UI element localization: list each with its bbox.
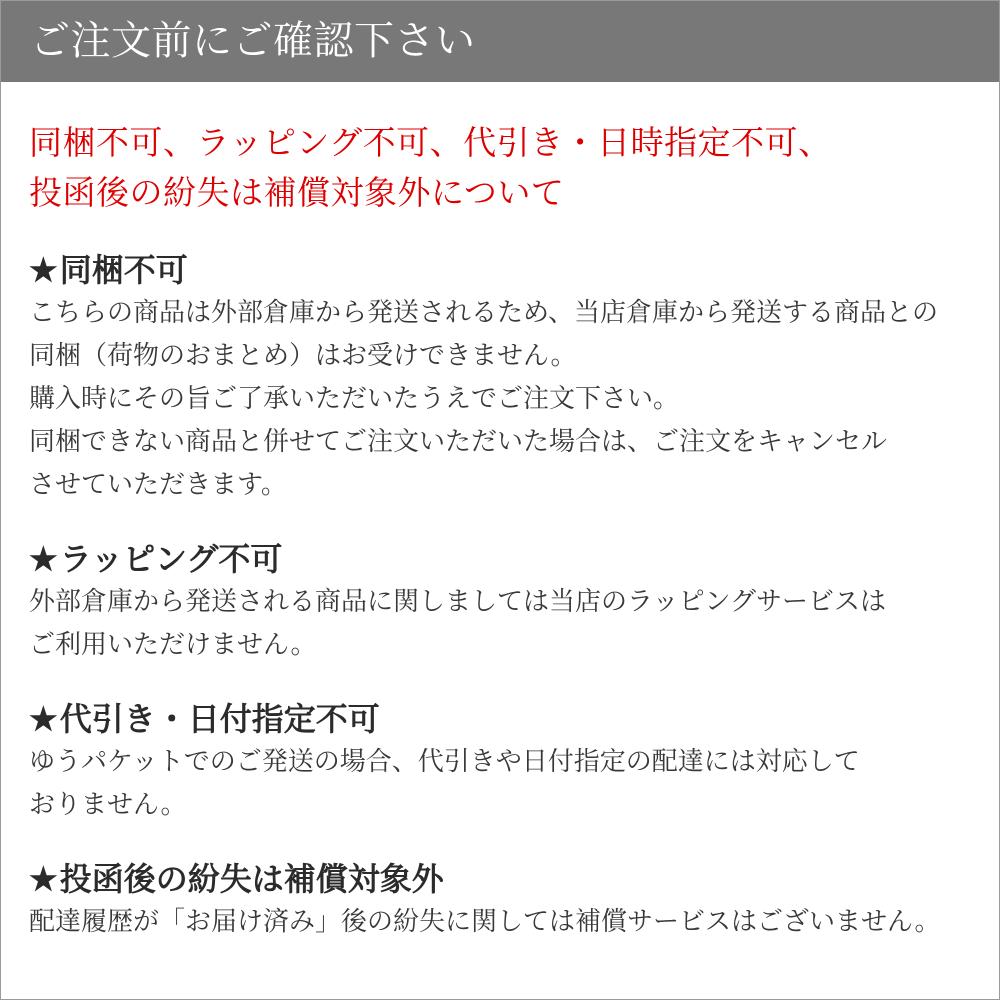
section-body [29,901,971,944]
body-line: 同梱（荷物のおまとめ）はお受けできません。 [29,341,577,371]
section-heading-text: ラッピング不可 [59,540,283,578]
section-heading-text: 同梱不可 [59,251,188,289]
body-line: おりません。 [29,790,187,820]
star-icon: ★ [29,540,58,578]
body-line: こちらの商品は外部倉庫から発送されるため、当店倉庫から発送する商品との [29,298,938,328]
section-heading-text: 代引き・日付指定不可 [59,700,380,738]
section-daibiki-fuka [1,697,999,827]
page-header [0,0,1000,82]
star-icon: ★ [29,700,58,738]
body-line: 配達履歴が「お届け済み」後の紛失に関しては補償サービスはございません。 [29,907,941,937]
section-heading [29,857,971,901]
section-heading [29,537,971,581]
intro-warning [29,118,971,218]
section-body [29,292,971,507]
star-icon: ★ [29,251,58,289]
section-body [29,581,971,667]
section-body [29,741,971,827]
body-line: 外部倉庫から発送される商品に関しましては当店のラッピングサービスは [29,587,886,617]
intro-warning-line: 投函後の紛失は補償対象外について [29,174,565,211]
page-title: ご注文前にご確認下さい [30,19,476,63]
body-line: 購入時にその旨ご了承いただいたうえでご注文下さい。 [29,384,680,414]
body-line: ご利用いただけません。 [29,630,317,660]
body-line: ゆうパケットでのご発送の場合、代引きや日付指定の配達には対応して [29,747,860,777]
section-heading-text: 投函後の紛失は補償対象外 [59,860,444,898]
section-wrapping-fuka [1,537,999,667]
intro-warning-line: 同梱不可、ラッピング不可、代引き・日時指定不可、 [29,124,832,161]
section-heading [29,697,971,741]
section-doukon-fuka [1,248,999,507]
body-line: させていただきます。 [29,470,287,500]
body-line: 同梱できない商品と併せてご注文いただいた場合は、ご注文をキャンセル [29,427,888,457]
section-heading [29,248,971,292]
section-funshitsu-hoshou [1,857,999,944]
star-icon: ★ [29,860,58,898]
